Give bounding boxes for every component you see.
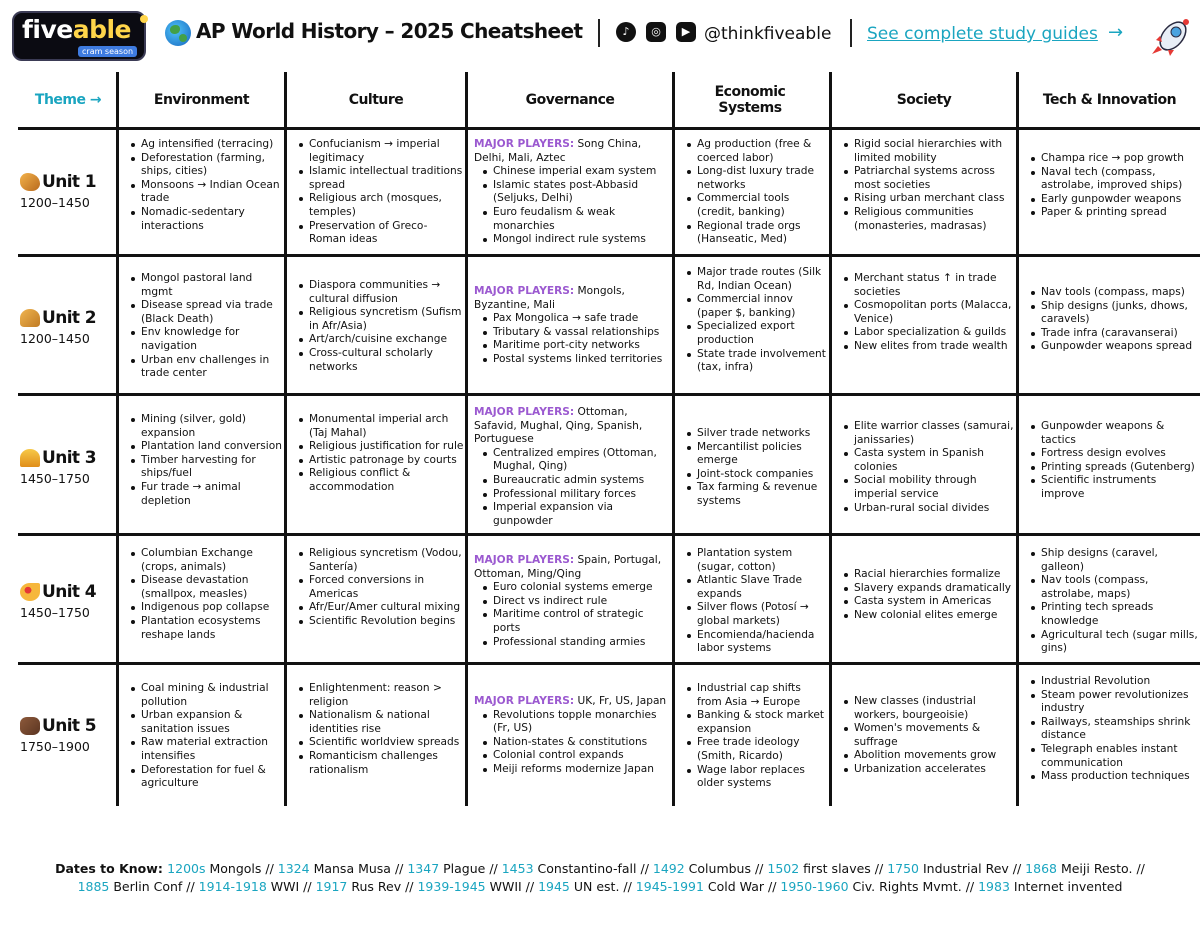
event: Constantino-fall [533, 861, 637, 876]
list-item: Euro feudalism & weak monarchies [480, 206, 670, 233]
event: Meiji Resto. [1056, 861, 1133, 876]
list-item: Long-dist luxury trade networks [684, 165, 828, 192]
list-item: Abolition movements grow [841, 749, 1015, 763]
list-item: Mass production techniques [1028, 770, 1198, 784]
cell-society [841, 420, 1015, 515]
list-item: Silver flows (Potosí → global markets) [684, 601, 828, 628]
major-players-list: Song China, Delhi, Mali, Aztec [474, 138, 642, 164]
cell-society [841, 272, 1015, 354]
list-item: Elite warrior classes (samurai, janissaries) [841, 420, 1015, 447]
major-players-list: Ottoman, Safavid, Mughal, Qing, Spanish, Portuguese [474, 406, 643, 446]
bullet-list [841, 272, 1015, 354]
column-header-tech: Tech & Innovation [1042, 92, 1177, 108]
divider [598, 19, 600, 47]
list-item: Ag production (free & coerced labor) [684, 138, 828, 165]
event: Mansa Musa [309, 861, 391, 876]
list-item: Enlightenment: reason > religion [296, 682, 464, 709]
divider [850, 19, 852, 47]
list-item: Urbanization accelerates [841, 763, 1015, 777]
cell-society [841, 695, 1015, 777]
major-players [474, 554, 670, 581]
column-header-governance: Governance [525, 92, 615, 108]
list-item: Plantation land conversion [128, 440, 284, 454]
list-item: Silver trade networks [684, 427, 828, 441]
list-item: New elites from trade wealth [841, 340, 1015, 354]
bullet-list [684, 547, 828, 656]
list-item: Telegraph enables instant communication [1028, 743, 1198, 770]
list-item: Artistic patronage by courts [296, 454, 464, 468]
list-item: Religious conflict & accommodation [296, 467, 464, 494]
list-item: Ag intensified (terracing) [128, 138, 284, 152]
event: Cold War [703, 879, 765, 894]
social-handle[interactable]: @thinkfiveable [704, 24, 832, 44]
list-item: Disease devastation (smallpox, measles) [128, 574, 284, 601]
cell-culture [296, 279, 464, 374]
bullet-list [480, 581, 670, 649]
list-item: Banking & stock market expansion [684, 709, 828, 736]
list-item: Scientific worldview spreads [296, 736, 464, 750]
column-divider [1016, 72, 1019, 806]
list-item: Islamic intellectual traditions spread [296, 165, 464, 192]
list-item: Raw material extraction intensifies [128, 736, 284, 763]
bullet-list [841, 695, 1015, 777]
fist-icon [20, 717, 40, 735]
column-divider [672, 72, 675, 806]
list-item: Maritime control of strategic ports [480, 608, 670, 635]
logo-subtitle: cram season [78, 46, 137, 57]
major-players [474, 138, 670, 165]
dates-line: 1885 Berlin Conf // 1914-1918 WWI // 1917 Rus Rev // 1939-1945 WWII // 1945 UN est. // 1945-1991 Cold War // 1950-1960 Civ. Rights Mvmt. // 1983 Internet invented [77, 879, 1123, 894]
list-item: Nationalism & national identities rise [296, 709, 464, 736]
column-header-culture: Culture [348, 92, 404, 108]
list-item: Religious justification for rule [296, 440, 464, 454]
list-item: Champa rice → pop growth [1028, 152, 1198, 166]
list-item: Urban-rural social divides [841, 502, 1015, 516]
list-item: Euro colonial systems emerge [480, 581, 670, 595]
page-title: AP World History – 2025 Cheatsheet [196, 19, 583, 43]
column-header-economic: Economic Systems [714, 84, 786, 116]
study-guides-link[interactable]: See complete study guides [867, 24, 1098, 44]
list-item: Revolutions topple monarchies (Fr, US) [480, 709, 670, 736]
list-item: Urban env challenges in trade center [128, 354, 284, 381]
date: 1983 [978, 879, 1010, 894]
list-item: Atlantic Slave Trade expands [684, 574, 828, 601]
major-players-label: MAJOR PLAYERS: [474, 138, 575, 150]
cell-environment [128, 138, 284, 233]
cell-environment [128, 547, 284, 642]
date: 1885 [77, 879, 110, 894]
cell-economic [684, 266, 828, 375]
list-item: Centralized empires (Ottoman, Mughal, Qing) [480, 447, 670, 474]
unit-label: Unit 4 1450–1750 [20, 582, 97, 620]
bullet-list [841, 420, 1015, 515]
bullet-list [841, 568, 1015, 622]
bullet-list [684, 266, 828, 375]
major-players-label: MAJOR PLAYERS: [474, 285, 575, 297]
date: 1945 [538, 879, 570, 894]
instagram-icon[interactable]: ◎ [646, 22, 666, 42]
rocket-mascot-icon [1148, 12, 1198, 58]
list-item: Confucianism → imperial legitimacy [296, 138, 464, 165]
list-item: Commercial innov (paper $, banking) [684, 293, 828, 320]
list-item: Specialized export production [684, 320, 828, 347]
date: 1950-1960 [780, 879, 849, 894]
bullet-list [296, 279, 464, 374]
list-item: Cosmopolitan ports (Malacca, Venice) [841, 299, 1015, 326]
date: 1750 [887, 861, 919, 876]
mosque-icon [20, 449, 40, 467]
list-item: Professional military forces [480, 488, 670, 502]
list-item: Scientific instruments improve [1028, 474, 1198, 501]
column-divider [465, 72, 468, 806]
major-players-list: UK, Fr, US, Japan [574, 695, 667, 707]
list-item: Imperial expansion via gunpowder [480, 501, 670, 528]
list-item: Agricultural tech (sugar mills, gins) [1028, 629, 1198, 656]
list-item: Railways, steamships shrink distance [1028, 716, 1198, 743]
list-item: State trade involvement (tax, infra) [684, 348, 828, 375]
list-item: Labor specialization & guilds [841, 326, 1015, 340]
bullet-list [1028, 286, 1198, 354]
date: 1914-1918 [198, 879, 267, 894]
list-item: Social mobility through imperial service [841, 474, 1015, 501]
list-item: Patriarchal systems across most societies [841, 165, 1015, 192]
cell-society [841, 138, 1015, 233]
column-divider [284, 72, 287, 806]
unit-label: Unit 5 1750–1900 [20, 716, 97, 754]
cell-tech [1028, 420, 1198, 502]
date: 1945-1991 [635, 879, 704, 894]
list-item: Disease spread via trade (Black Death) [128, 299, 284, 326]
major-players-list: Spain, Portugal, Ottoman, Ming/Qing [474, 554, 662, 580]
cell-economic [684, 427, 828, 509]
list-item: Romanticism challenges rationalism [296, 750, 464, 777]
bullet-list [296, 547, 464, 629]
list-item: Preservation of Greco-Roman ideas [296, 220, 464, 247]
date: 1868 [1025, 861, 1057, 876]
globe-icon [165, 20, 191, 46]
cell-culture [296, 138, 464, 247]
major-players-label: MAJOR PLAYERS: [474, 695, 575, 707]
list-item: Wage labor replaces older systems [684, 764, 828, 791]
bullet-list [684, 138, 828, 247]
bullet-list [128, 547, 284, 642]
list-item: Nav tools (compass, astrolabe, maps) [1028, 574, 1198, 601]
list-item: Regional trade orgs (Hanseatic, Med) [684, 220, 828, 247]
list-item: New classes (industrial workers, bourgeoisie) [841, 695, 1015, 722]
list-item: Religious syncretism (Sufism in Afr/Asia) [296, 306, 464, 333]
cell-tech [1028, 675, 1198, 784]
fiveable-logo[interactable]: fiveable cram season [12, 11, 146, 61]
list-item: Women's movements & suffrage [841, 722, 1015, 749]
list-item: Plantation ecosystems reshape lands [128, 615, 284, 642]
list-item: Religious syncretism (Vodou, Santería) [296, 547, 464, 574]
event: Industrial Rev [919, 861, 1009, 876]
list-item: Nomadic-sedentary interactions [128, 206, 284, 233]
bullet-list [1028, 420, 1198, 502]
bullet-list [1028, 675, 1198, 784]
horse-icon [20, 173, 40, 191]
list-item: Industrial cap shifts from Asia → Europe [684, 682, 828, 709]
list-item: Nav tools (compass, maps) [1028, 286, 1198, 300]
major-players-label: MAJOR PLAYERS: [474, 406, 575, 418]
list-item: Religious communities (monasteries, madrasas) [841, 206, 1015, 233]
list-item: Env knowledge for navigation [128, 326, 284, 353]
arrow-right-icon[interactable]: → [1108, 22, 1124, 43]
list-item: Postal systems linked territories [480, 353, 670, 367]
list-item: Colonial control expands [480, 749, 670, 763]
list-item: Timber harvesting for ships/fuel [128, 454, 284, 481]
bullet-list [841, 138, 1015, 233]
list-item: Rigid social hierarchies with limited mobility [841, 138, 1015, 165]
list-item: Mining (silver, gold) expansion [128, 413, 284, 440]
date: 1492 [652, 861, 685, 876]
event: first slaves [799, 861, 871, 876]
list-item: Pax Mongolica → safe trade [480, 312, 670, 326]
header [0, 0, 1200, 70]
list-item: Tributary & vassal relationships [480, 326, 670, 340]
list-item: Columbian Exchange (crops, animals) [128, 547, 284, 574]
list-item: Monsoons → Indian Ocean trade [128, 179, 284, 206]
date: 1453 [501, 861, 534, 876]
date: 1324 [277, 861, 310, 876]
row-divider [18, 393, 1200, 396]
list-item: Gunpowder weapons spread [1028, 340, 1198, 354]
list-item: Diaspora communities → cultural diffusion [296, 279, 464, 306]
cell-environment [128, 413, 284, 508]
camel-icon [20, 309, 40, 327]
dates-to-know [0, 860, 1200, 896]
list-item: Art/arch/cuisine exchange [296, 333, 464, 347]
bullet-list [1028, 152, 1198, 220]
date: 1917 [315, 879, 348, 894]
cell-governance [474, 406, 670, 528]
list-item: Printing tech spreads knowledge [1028, 601, 1198, 628]
bullet-list [480, 312, 670, 366]
bullet-list [296, 413, 464, 495]
cell-tech [1028, 152, 1198, 220]
major-players [474, 285, 670, 312]
list-item: Coal mining & industrial pollution [128, 682, 284, 709]
list-item: Bureaucratic admin systems [480, 474, 670, 488]
list-item: Nation-states & constitutions [480, 736, 670, 750]
list-item: Mongol pastoral land mgmt [128, 272, 284, 299]
bullet-list [128, 138, 284, 233]
list-item: Ship designs (junks, dhows, caravels) [1028, 300, 1198, 327]
bullet-list [1028, 547, 1198, 656]
list-item: Racial hierarchies formalize [841, 568, 1015, 582]
list-item: Urban expansion & sanitation issues [128, 709, 284, 736]
list-item: Fur trade → animal depletion [128, 481, 284, 508]
list-item: Direct vs indirect rule [480, 595, 670, 609]
list-item: Islamic states post-Abbasid (Seljuks, Delhi) [480, 179, 670, 206]
star-icon [140, 15, 148, 23]
cell-society [841, 568, 1015, 622]
column-divider [829, 72, 832, 806]
major-players [474, 406, 670, 447]
list-item: Monumental imperial arch (Taj Mahal) [296, 413, 464, 440]
pizza-icon [20, 583, 40, 601]
list-item: Joint-stock companies [684, 468, 828, 482]
list-item: Rising urban merchant class [841, 192, 1015, 206]
cell-governance [474, 695, 670, 777]
major-players [474, 695, 670, 709]
cell-culture [296, 547, 464, 629]
bullet-list [480, 709, 670, 777]
list-item: Cross-cultural scholarly networks [296, 347, 464, 374]
list-item: Professional standing armies [480, 636, 670, 650]
major-players-list: Mongols, Byzantine, Mali [474, 285, 625, 311]
cell-governance [474, 138, 670, 247]
list-item: Chinese imperial exam system [480, 165, 670, 179]
list-item: Maritime port-city networks [480, 339, 670, 353]
event: Internet invented [1009, 879, 1123, 894]
list-item: Meiji reforms modernize Japan [480, 763, 670, 777]
cell-economic [684, 138, 828, 247]
bullet-list [128, 413, 284, 508]
list-item: Paper & printing spread [1028, 206, 1198, 220]
column-header-environment: Environment [153, 92, 250, 108]
row-divider [18, 254, 1200, 257]
bullet-list [296, 682, 464, 777]
bullet-list [128, 272, 284, 381]
row-divider [18, 127, 1200, 130]
event: Mongols [205, 861, 262, 876]
event: Rus Rev [347, 879, 402, 894]
event: Berlin Conf [109, 879, 183, 894]
cell-tech [1028, 286, 1198, 354]
event: WWI [266, 879, 300, 894]
event: Civ. Rights Mvmt. [848, 879, 962, 894]
bullet-list [296, 138, 464, 247]
list-item: Industrial Revolution [1028, 675, 1198, 689]
list-item: Merchant status ↑ in trade societies [841, 272, 1015, 299]
list-item: Casta system in Americas [841, 595, 1015, 609]
list-item: Scientific Revolution begins [296, 615, 464, 629]
tiktok-icon[interactable]: ♪ [616, 22, 636, 42]
list-item: Trade infra (caravanserai) [1028, 327, 1198, 341]
unit-label: Unit 3 1450–1750 [20, 448, 97, 486]
event: UN est. [569, 879, 620, 894]
list-item: Religious arch (mosques, temples) [296, 192, 464, 219]
list-item: Indigenous pop collapse [128, 601, 284, 615]
list-item: Deforestation (farming, ships, cities) [128, 152, 284, 179]
list-item: Deforestation for fuel & agriculture [128, 764, 284, 791]
list-item: Mercantilist policies emerge [684, 441, 828, 468]
date: 1502 [767, 861, 800, 876]
list-item: Commercial tools (credit, banking) [684, 192, 828, 219]
cell-culture [296, 682, 464, 777]
bullet-list [684, 427, 828, 509]
list-item: Mongol indirect rule systems [480, 233, 670, 247]
list-item: Ship designs (caravel, galleon) [1028, 547, 1198, 574]
column-divider [116, 72, 119, 806]
major-players-label: MAJOR PLAYERS: [474, 554, 575, 566]
bullet-list [480, 447, 670, 529]
cell-tech [1028, 547, 1198, 656]
cell-environment [128, 682, 284, 791]
cell-environment [128, 272, 284, 381]
cell-economic [684, 682, 828, 791]
date: 1200s [167, 861, 206, 876]
cell-governance [474, 285, 670, 367]
list-item: Printing spreads (Gutenberg) [1028, 461, 1198, 475]
list-item: Slavery expands dramatically [841, 582, 1015, 596]
list-item: Tax farming & revenue systems [684, 481, 828, 508]
bullet-list [128, 682, 284, 791]
row-divider [18, 533, 1200, 536]
list-item: Steam power revolutionizes industry [1028, 689, 1198, 716]
event: Plague [439, 861, 486, 876]
cell-culture [296, 413, 464, 495]
dates-line: Dates to Know: 1200s Mongols // 1324 Mansa Musa // 1347 Plague // 1453 Constantino-fall // 1492 Columbus // 1502 first slaves // 1750 Industrial Rev // 1868 Meiji Resto. // [55, 861, 1145, 876]
list-item: Afr/Eur/Amer cultural mixing [296, 601, 464, 615]
list-item: New colonial elites emerge [841, 609, 1015, 623]
date: 1939-1945 [417, 879, 486, 894]
bullet-list [684, 682, 828, 791]
row-divider [18, 662, 1200, 665]
list-item: Free trade ideology (Smith, Ricardo) [684, 736, 828, 763]
list-item: Major trade routes (Silk Rd, Indian Ocean) [684, 266, 828, 293]
event: Columbus [684, 861, 751, 876]
list-item: Naval tech (compass, astrolabe, improved ships) [1028, 166, 1198, 193]
bullet-list [480, 165, 670, 247]
youtube-icon[interactable]: ▶ [676, 22, 696, 42]
list-item: Plantation system (sugar, cotton) [684, 547, 828, 574]
unit-label: Unit 1 1200–1450 [20, 172, 97, 210]
unit-label: Unit 2 1200–1450 [20, 308, 97, 346]
event: WWII [485, 879, 522, 894]
cell-governance [474, 554, 670, 649]
list-item: Encomienda/hacienda labor systems [684, 629, 828, 656]
list-item: Early gunpowder weapons [1028, 193, 1198, 207]
column-header-theme: Theme → [34, 92, 102, 108]
cell-economic [684, 547, 828, 656]
column-header-society: Society [896, 92, 952, 108]
list-item: Forced conversions in Americas [296, 574, 464, 601]
list-item: Gunpowder weapons & tactics [1028, 420, 1198, 447]
list-item: Fortress design evolves [1028, 447, 1198, 461]
date: 1347 [407, 861, 440, 876]
dates-label: Dates to Know: [55, 861, 168, 876]
list-item: Casta system in Spanish colonies [841, 447, 1015, 474]
